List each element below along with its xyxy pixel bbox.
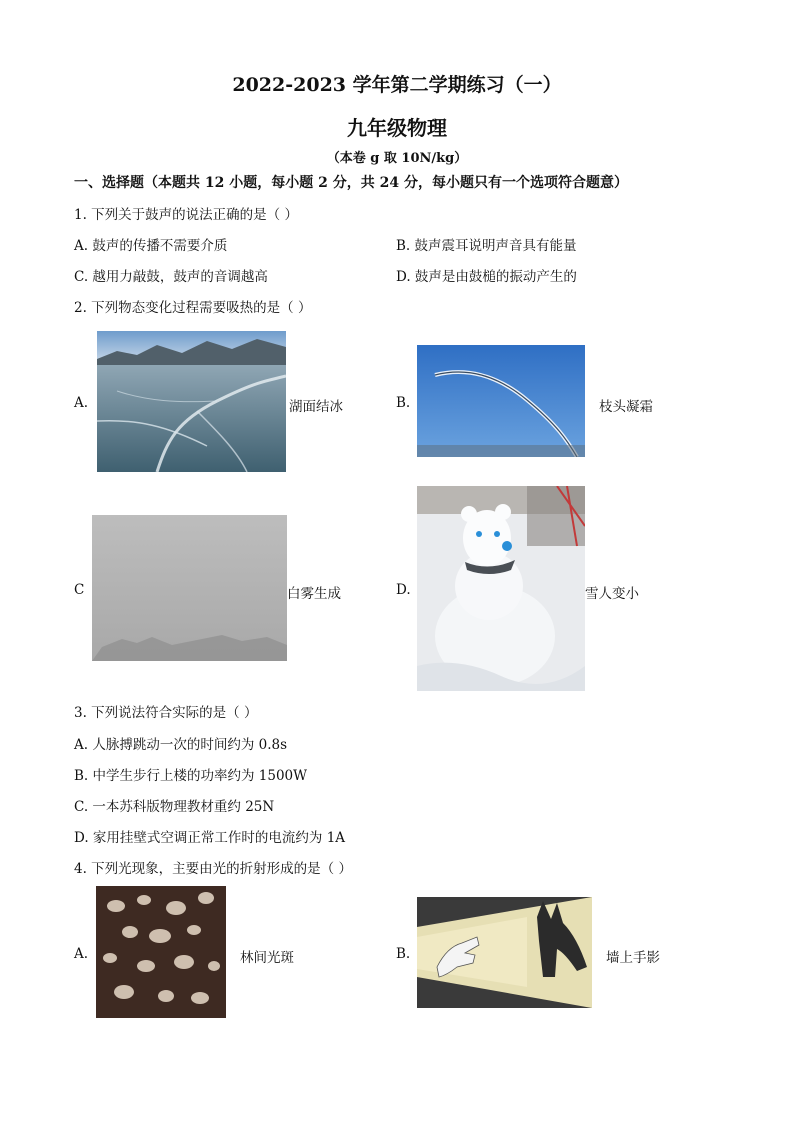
snowman-image xyxy=(417,486,585,691)
q2-option-a-caption: 湖面结冰 xyxy=(289,399,343,415)
q4-option-b-letter: B. xyxy=(396,946,411,962)
question-4-stem: 4. 下列光现象，主要由光的折射形成的是（ ） xyxy=(74,861,352,877)
q2-option-b-letter: B. xyxy=(396,395,411,411)
frost-branch-image xyxy=(417,345,585,457)
question-1-stem: 1. 下列关于鼓声的说法正确的是（ ） xyxy=(74,207,298,223)
q3-option-d: D. 家用挂壁式空调正常工作时的电流约为 1A xyxy=(74,830,346,846)
subject-title: 九年级物理 xyxy=(347,116,447,140)
hand-shadow-image xyxy=(417,897,592,1008)
q3-option-c: C. 一本苏科版物理教材重约 25N xyxy=(74,799,275,815)
q3-option-a: A. 人脉搏跳动一次的时间约为 0.8s xyxy=(74,737,288,753)
q2-option-d-letter: D. xyxy=(396,582,411,598)
q2-option-c-caption: 白雾生成 xyxy=(287,586,341,602)
q2-option-a-letter: A. xyxy=(74,395,89,411)
question-2-stem: 2. 下列物态变化过程需要吸热的是（ ） xyxy=(74,300,312,316)
light-spots-image xyxy=(96,886,226,1018)
gravity-note: （本卷 g 取 10N/kg） xyxy=(326,151,468,166)
q4-option-b-caption: 墙上手影 xyxy=(606,950,660,966)
q1-option-c: C. 越用力敲鼓，鼓声的音调越高 xyxy=(74,269,268,285)
section-heading: 一、选择题（本题共 12 小题，每小题 2 分，共 24 分，每小题只有一个选项符合题意） xyxy=(74,175,628,191)
q1-option-b: B. 鼓声震耳说明声音具有能量 xyxy=(396,238,577,254)
q2-option-b-caption: 枝头凝霜 xyxy=(599,399,653,415)
exam-title: 2022-2023 学年第二学期练习（一） xyxy=(232,74,562,96)
q4-option-a-letter: A. xyxy=(74,946,89,962)
q1-option-d: D. 鼓声是由鼓槌的振动产生的 xyxy=(396,269,577,285)
q3-option-b: B. 中学生步行上楼的功率约为 1500W xyxy=(74,768,308,784)
question-3-stem: 3. 下列说法符合实际的是（ ） xyxy=(74,705,258,721)
fog-image xyxy=(92,515,287,661)
frozen-lake-image xyxy=(97,331,286,472)
q2-option-d-caption: 雪人变小 xyxy=(585,586,639,602)
q2-option-c-letter: C xyxy=(74,582,85,598)
q1-option-a: A. 鼓声的传播不需要介质 xyxy=(74,238,228,254)
q4-option-a-caption: 林间光斑 xyxy=(240,950,294,966)
